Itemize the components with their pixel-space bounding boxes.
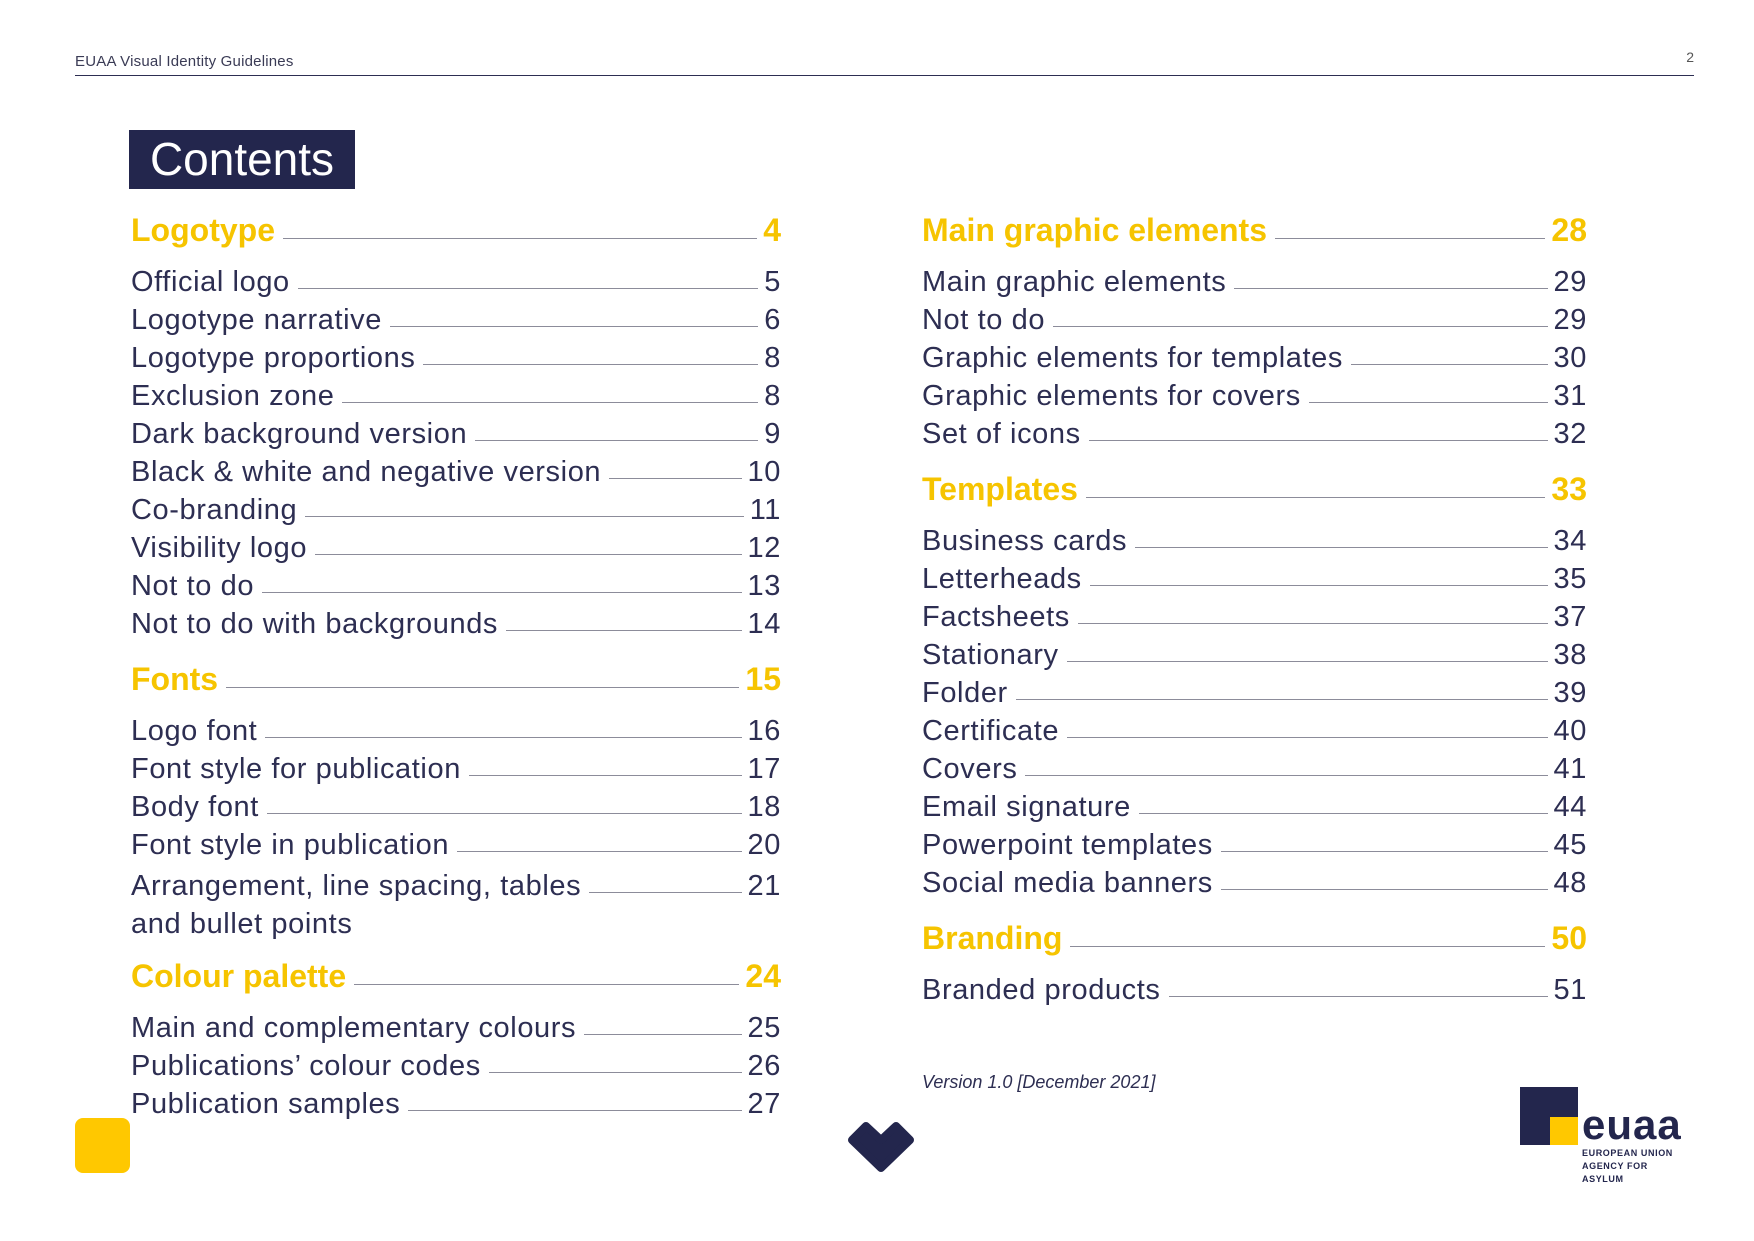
toc-entry-label: Factsheets: [922, 601, 1070, 633]
toc-entry-page: 10: [747, 456, 781, 488]
toc-entry-label: Exclusion zone: [131, 380, 335, 412]
toc-heading-label: Logotype: [131, 212, 275, 248]
toc-entry-page: 45: [1553, 829, 1587, 861]
toc-entry[interactable]: [922, 418, 1587, 456]
toc-entry-label: Branded products: [922, 974, 1161, 1006]
toc-section: [922, 920, 1587, 1012]
toc-entry[interactable]: [131, 829, 781, 867]
toc-entry[interactable]: [922, 753, 1587, 791]
toc-entry-page: 20: [747, 829, 781, 861]
toc-entry[interactable]: [922, 266, 1587, 304]
toc-heading-label: Fonts: [131, 661, 219, 697]
toc-leader-line: [489, 1072, 742, 1073]
euaa-subtitle-line2: AGENCY FOR ASYLUM: [1582, 1161, 1648, 1184]
toc-entry-label: Set of icons: [922, 418, 1081, 450]
toc-entry-label: Social media banners: [922, 867, 1213, 899]
toc-heading-page: 4: [763, 212, 781, 248]
toc-entry-page: 44: [1553, 791, 1587, 823]
toc-heading-page: 50: [1551, 920, 1587, 956]
toc-entry-label: Graphic elements for covers: [922, 380, 1301, 412]
toc-leader-line: [1275, 238, 1545, 239]
toc-leader-line: [609, 478, 741, 479]
page-number: 2: [1686, 49, 1694, 65]
toc-entry-label: Folder: [922, 677, 1008, 709]
euaa-wordmark: euaa: [1582, 1101, 1682, 1148]
toc-heading-page: 24: [745, 958, 781, 994]
toc-entry-label: Main and complementary colours: [131, 1012, 577, 1044]
toc-entry[interactable]: [131, 753, 781, 791]
toc-entry[interactable]: [131, 380, 781, 418]
yellow-square-decoration: [75, 1118, 130, 1173]
toc-leader-line: [354, 984, 739, 985]
toc-entry-label: Body font: [131, 791, 259, 823]
toc-entry-page: 37: [1553, 601, 1587, 633]
toc-leader-line: [589, 892, 741, 893]
toc-entry-page: 17: [747, 753, 781, 785]
toc-entry[interactable]: [922, 867, 1587, 905]
toc-entry-label: Arrangement, line spacing, tables and bullet points: [131, 870, 582, 940]
toc-entry-page: 41: [1553, 753, 1587, 785]
toc-entry-label: Dark background version: [131, 418, 468, 450]
toc-heading-label: Main graphic elements: [922, 212, 1267, 248]
toc-section-heading[interactable]: [922, 920, 1587, 974]
toc-entry-label: Certificate: [922, 715, 1060, 747]
toc-entry-page: 8: [764, 342, 781, 374]
toc-entry-label: Co-branding: [131, 494, 298, 526]
toc-leader-line: [1309, 402, 1548, 403]
toc-entry-label: Powerpoint templates: [922, 829, 1213, 861]
toc-leader-line: [1135, 547, 1547, 548]
toc-leader-line: [226, 687, 739, 688]
toc-leader-line: [283, 238, 757, 239]
toc-heading-page: 33: [1551, 471, 1587, 507]
toc-entry-label: Stationary: [922, 639, 1059, 671]
toc-leader-line: [457, 851, 741, 852]
toc-heading-label: Templates: [922, 471, 1078, 507]
toc-leader-line: [265, 737, 741, 738]
toc-entry-label: Logo font: [131, 715, 258, 747]
toc-entry-page: 11: [749, 494, 781, 526]
toc-entry[interactable]: [131, 494, 781, 532]
toc-leader-line: [469, 775, 742, 776]
toc-heading-page: 28: [1551, 212, 1587, 248]
toc-entry-page: 27: [747, 1088, 781, 1120]
toc-entry-page: 39: [1553, 677, 1587, 709]
toc-entry-label: Business cards: [922, 525, 1128, 557]
toc-entry[interactable]: [922, 563, 1587, 601]
toc-entry[interactable]: [131, 867, 781, 943]
toc-entry-page: 21: [747, 870, 781, 902]
toc-entry[interactable]: [131, 1012, 781, 1050]
toc-entry[interactable]: [922, 974, 1587, 1012]
toc-leader-line: [584, 1034, 741, 1035]
toc-entry-page: 40: [1553, 715, 1587, 747]
toc-entry[interactable]: [922, 791, 1587, 829]
toc-entry-page: 48: [1553, 867, 1587, 899]
toc-entry-page: 8: [764, 380, 781, 412]
toc-entry-label: Graphic elements for templates: [922, 342, 1343, 374]
toc-entry-label: Font style for publication: [131, 753, 461, 785]
toc-entry-label: Not to do: [922, 304, 1046, 336]
toc-leader-line: [1016, 699, 1548, 700]
toc-section-heading[interactable]: [131, 212, 781, 266]
toc-heading-label: Branding: [922, 920, 1063, 956]
toc-heading-label: Colour palette: [131, 958, 347, 994]
toc-section-heading[interactable]: [131, 958, 781, 1012]
toc-entry-label: Official logo: [131, 266, 290, 298]
toc-entry-label: Publication samples: [131, 1088, 401, 1120]
toc-leader-line: [1067, 737, 1547, 738]
toc-entry[interactable]: [922, 342, 1587, 380]
toc-section: [922, 212, 1587, 456]
toc-leader-line: [1351, 364, 1548, 365]
toc-entry[interactable]: [131, 608, 781, 646]
toc-leader-line: [315, 554, 741, 555]
toc-leader-line: [1053, 326, 1547, 327]
toc-leader-line: [1070, 946, 1545, 947]
toc-entry-label: Letterheads: [922, 563, 1082, 595]
toc-leader-line: [506, 630, 742, 631]
toc-entry-label: Visibility logo: [131, 532, 308, 564]
toc-leader-line: [1169, 996, 1548, 997]
toc-leader-line: [1078, 623, 1548, 624]
toc-leader-line: [475, 440, 758, 441]
toc-entry[interactable]: [131, 266, 781, 304]
toc-entry-page: 14: [747, 608, 781, 640]
toc-entry-page: 34: [1553, 525, 1587, 557]
toc-leader-line: [1086, 497, 1546, 498]
version-note: Version 1.0 [December 2021]: [922, 1072, 1156, 1092]
toc-leader-line: [1221, 851, 1548, 852]
toc-entry-label: Main graphic elements: [922, 266, 1227, 298]
toc-section: [131, 212, 781, 646]
toc-entry[interactable]: [922, 639, 1587, 677]
header-divider: [75, 75, 1694, 76]
euaa-subtitle: [1582, 1147, 1690, 1186]
toc-entry-page: 51: [1553, 974, 1587, 1006]
euaa-logo: [1520, 1087, 1690, 1184]
toc-entry[interactable]: [922, 304, 1587, 342]
toc-entry-page: 18: [747, 791, 781, 823]
document-header-title: EUAA Visual Identity Guidelines: [75, 53, 294, 70]
toc-entry-page: 25: [747, 1012, 781, 1044]
toc-entry-label: Email signature: [922, 791, 1131, 823]
toc-entry-page: 31: [1553, 380, 1587, 412]
toc-leader-line: [267, 813, 742, 814]
toc-entry[interactable]: [131, 570, 781, 608]
toc-leader-line: [1067, 661, 1548, 662]
toc-entry-page: 29: [1553, 304, 1587, 336]
toc-leader-line: [305, 516, 743, 517]
toc-leader-line: [1221, 889, 1548, 890]
toc-entry-label: Not to do with backgrounds: [131, 608, 499, 640]
toc-entry-label: Font style in publication: [131, 829, 450, 861]
toc-entry-label: Logotype proportions: [131, 342, 416, 374]
heart-chevron-icon: [846, 1118, 916, 1173]
toc-leader-line: [262, 592, 741, 593]
toc-entry[interactable]: [922, 525, 1587, 563]
toc-section-heading[interactable]: [131, 661, 781, 715]
toc-entry-label: Not to do: [131, 570, 255, 602]
toc-entry[interactable]: [922, 601, 1587, 639]
toc-entry-page: 6: [764, 304, 781, 336]
toc-right-column: [922, 212, 1587, 1027]
toc-entry-label: Publications’ colour codes: [131, 1050, 481, 1082]
toc-left-column: [131, 212, 781, 1141]
toc-entry[interactable]: [131, 532, 781, 570]
toc-entry-page: 5: [764, 266, 781, 298]
toc-leader-line: [423, 364, 758, 365]
toc-entry-page: 26: [747, 1050, 781, 1082]
toc-entry-page: 13: [747, 570, 781, 602]
toc-entry-page: 16: [747, 715, 781, 747]
toc-entry-page: 30: [1553, 342, 1587, 374]
toc-heading-page: 15: [745, 661, 781, 697]
toc-entry-page: 32: [1553, 418, 1587, 450]
toc-leader-line: [1089, 440, 1548, 441]
toc-section: [922, 471, 1587, 905]
toc-leader-line: [1234, 288, 1547, 289]
toc-section: [131, 958, 781, 1126]
toc-entry[interactable]: [131, 791, 781, 829]
toc-entry-label: Black & white and negative version: [131, 456, 602, 488]
toc-leader-line: [390, 326, 758, 327]
toc-entry-label: Covers: [922, 753, 1018, 785]
toc-entry[interactable]: [922, 380, 1587, 418]
toc-entry[interactable]: [922, 677, 1587, 715]
toc-leader-line: [1139, 813, 1548, 814]
toc-leader-line: [1025, 775, 1547, 776]
euaa-logo-mark-icon: [1520, 1087, 1578, 1145]
toc-section-heading[interactable]: [922, 212, 1587, 266]
toc-entry[interactable]: [131, 456, 781, 494]
toc-leader-line: [342, 402, 758, 403]
toc-section-heading[interactable]: [922, 471, 1587, 525]
toc-entry[interactable]: [131, 1088, 781, 1126]
toc-entry[interactable]: [131, 1050, 781, 1088]
toc-entry[interactable]: [131, 342, 781, 380]
toc-leader-line: [1090, 585, 1548, 586]
toc-entry-page: 29: [1553, 266, 1587, 298]
euaa-subtitle-line1: EUROPEAN UNION: [1582, 1148, 1673, 1158]
toc-entry[interactable]: [131, 304, 781, 342]
toc-section: [131, 661, 781, 943]
toc-entry-page: 35: [1553, 563, 1587, 595]
toc-entry[interactable]: [131, 418, 781, 456]
toc-entry[interactable]: [922, 715, 1587, 753]
contents-title: Contents: [129, 130, 355, 189]
toc-entry[interactable]: [131, 715, 781, 753]
toc-entry-page: 38: [1553, 639, 1587, 671]
toc-entry[interactable]: [922, 829, 1587, 867]
toc-leader-line: [298, 288, 758, 289]
toc-entry-page: 12: [747, 532, 781, 564]
toc-entry-label: Logotype narrative: [131, 304, 383, 336]
toc-entry-page: 9: [764, 418, 781, 450]
toc-leader-line: [408, 1110, 741, 1111]
